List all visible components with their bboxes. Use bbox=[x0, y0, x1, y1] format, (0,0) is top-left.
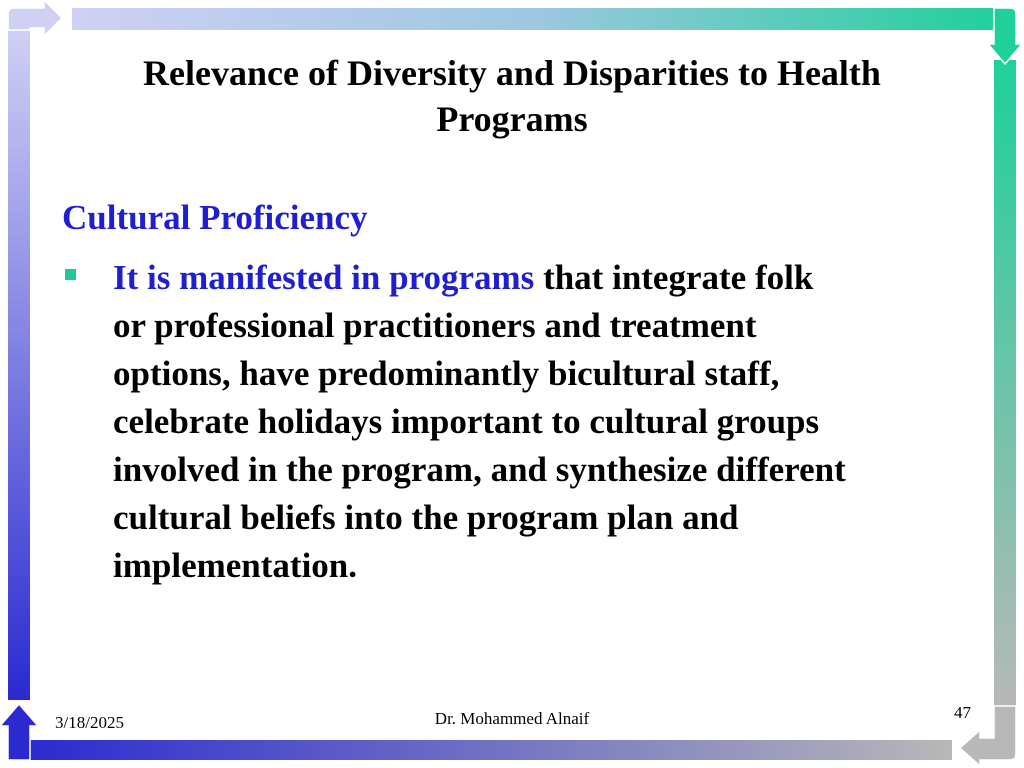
bullet-line-1-rest: that integrate folk bbox=[534, 258, 814, 297]
footer-date: 3/18/2025 bbox=[55, 713, 124, 732]
bullet-line-7: implementation. bbox=[113, 546, 358, 585]
bullet-line-2: or professional practitioners and treatment bbox=[113, 306, 757, 345]
arrow-right-icon bbox=[8, 0, 62, 36]
title-line-1: Relevance of Diversity and Disparities to Health bbox=[143, 53, 881, 93]
footer-author: Dr. Mohammed Alnaif bbox=[434, 709, 590, 728]
bullet-text bbox=[113, 254, 962, 590]
bullet-line-4: celebrate holidays important to cultural groups bbox=[113, 402, 820, 441]
bullet-lead-text: It is manifested in programs bbox=[113, 258, 535, 297]
frame-bottom-bar bbox=[22, 740, 952, 760]
bullet-line-6: cultural beliefs into the program plan and bbox=[113, 498, 739, 537]
page-number: 47 bbox=[954, 703, 971, 722]
bullet-line-5: involved in the program, and synthesize different bbox=[113, 450, 846, 489]
bullet-line-3: options, have predominantly bicultural staff, bbox=[113, 354, 780, 393]
section-heading: Cultural Proficiency bbox=[62, 198, 368, 237]
square-bullet-icon bbox=[65, 269, 76, 280]
frame-right-bar bbox=[994, 60, 1016, 710]
list-item bbox=[62, 254, 962, 590]
bullet-list bbox=[62, 254, 962, 590]
slide-title bbox=[60, 50, 964, 142]
title-line-2: Programs bbox=[436, 99, 588, 139]
frame-top-bar bbox=[72, 8, 1006, 30]
frame-left-bar bbox=[8, 30, 30, 700]
